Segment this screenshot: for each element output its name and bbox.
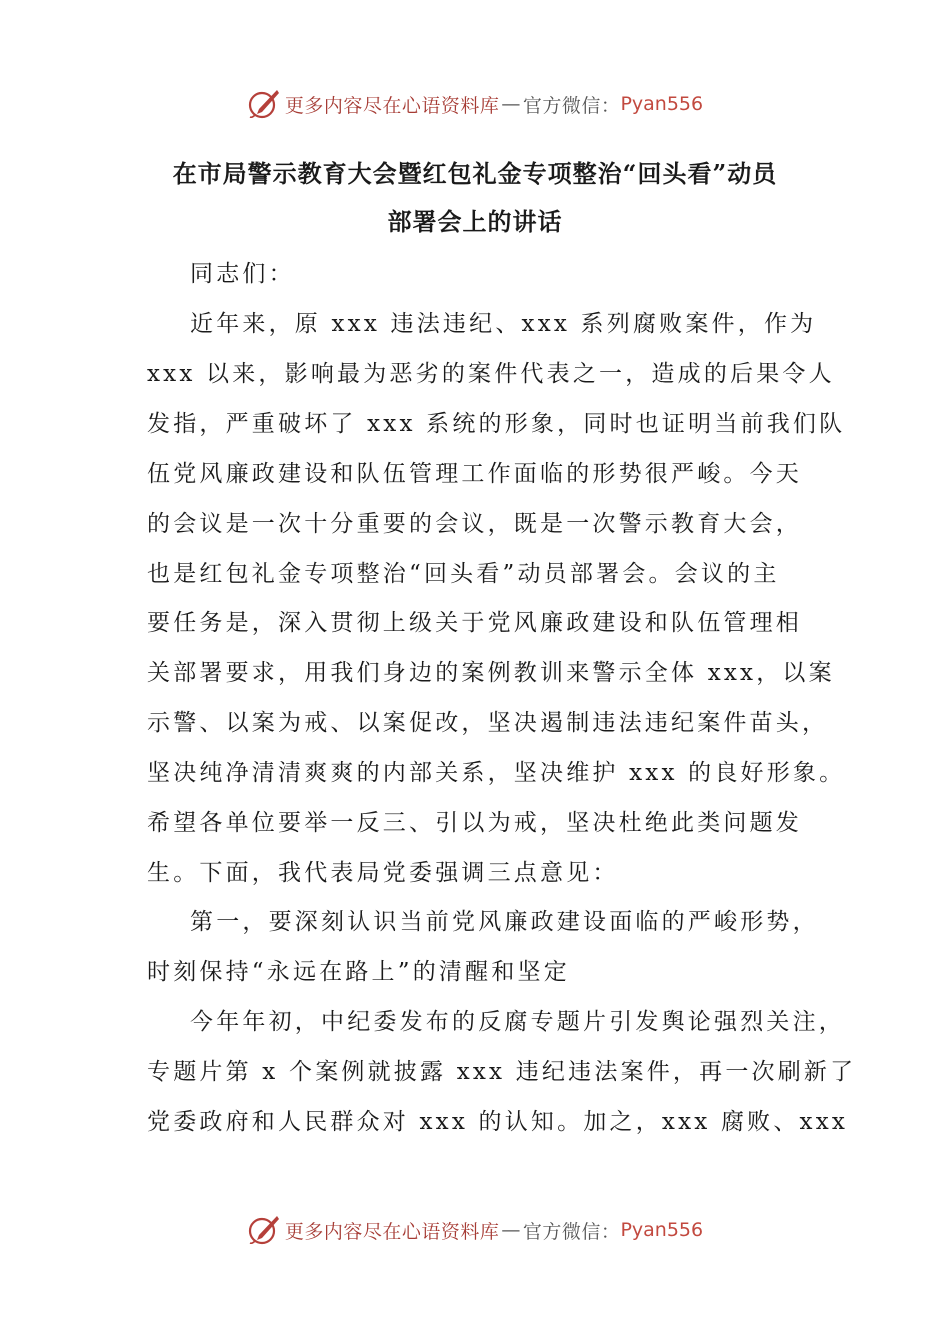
body-line: 时刻保持“永远在路上”的清醒和坚定 bbox=[147, 959, 570, 985]
banner-wechat-id: Pyan556 bbox=[620, 93, 704, 115]
banner-wechat-id: Pyan556 bbox=[620, 1219, 704, 1241]
body-line: 关部署要求，用我们身边的案例教训来警示全体 xxx，以案 bbox=[147, 660, 835, 686]
body-line: 近年来，原 xxx 违法违纪、xxx 系列腐败案件，作为 bbox=[190, 311, 817, 337]
body-line: 今年年初，中纪委发布的反腐专题片引发舆论强烈关注， bbox=[190, 1009, 845, 1035]
body-line: 的会议是一次十分重要的会议，既是一次警示教育大会， bbox=[147, 511, 802, 537]
document-title-line-2: 部署会上的讲话 bbox=[387, 207, 563, 236]
body-line: 专题片第 x 个案例就披露 xxx 违纪违法案件，再一次刷新了 bbox=[147, 1059, 857, 1085]
banner-separator: — bbox=[501, 93, 521, 115]
document-title-line-1: 在市局警示教育大会暨红包礼金专项整治“回头看”动员 bbox=[172, 159, 778, 188]
body-line: 希望各单位要举一反三、引以为戒，坚决杜绝此类问题发 bbox=[147, 810, 802, 836]
body-line: 生。下面，我代表局党委强调三点意见： bbox=[147, 860, 619, 886]
body-line: 党委政府和人民群众对 xxx 的认知。加之，xxx 腐败、xxx bbox=[147, 1109, 849, 1135]
banner-site-text: 更多内容尽在心语资料库 bbox=[284, 1220, 500, 1243]
banner-separator: — bbox=[501, 1219, 521, 1241]
body-line: 发指，严重破坏了 xxx 系统的形象，同时也证明当前我们队 bbox=[147, 411, 846, 437]
body-line: 第一，要深刻认识当前党风廉政建设面临的严峻形势， bbox=[190, 909, 819, 935]
body-line: 也是红包礼金专项整治“回头看”动员部署会。会议的主 bbox=[147, 561, 780, 587]
body-line: 坚决纯净清清爽爽的内部关系，坚决维护 xxx 的良好形象。 bbox=[147, 760, 846, 786]
body-line: 伍党风廉政建设和队伍管理工作面临的形势很严峻。今天 bbox=[147, 461, 802, 487]
banner-official-label: 官方微信： bbox=[522, 1220, 621, 1243]
body-line: 同志们： bbox=[190, 261, 295, 287]
quill-logo-icon bbox=[247, 1213, 281, 1247]
banner-official-label: 官方微信： bbox=[522, 94, 621, 117]
body-line: 示警、以案为戒、以案促改，坚决遏制违法违纪案件苗头， bbox=[147, 710, 829, 736]
body-line: 要任务是，深入贯彻上级关于党风廉政建设和队伍管理相 bbox=[147, 610, 802, 636]
banner-site-text: 更多内容尽在心语资料库 bbox=[284, 94, 500, 117]
footer-banner bbox=[0, 1210, 950, 1250]
quill-logo-icon bbox=[247, 87, 281, 121]
header-banner bbox=[0, 84, 950, 124]
body-line: xxx 以来，影响最为恶劣的案件代表之一，造成的后果令人 bbox=[147, 361, 835, 387]
